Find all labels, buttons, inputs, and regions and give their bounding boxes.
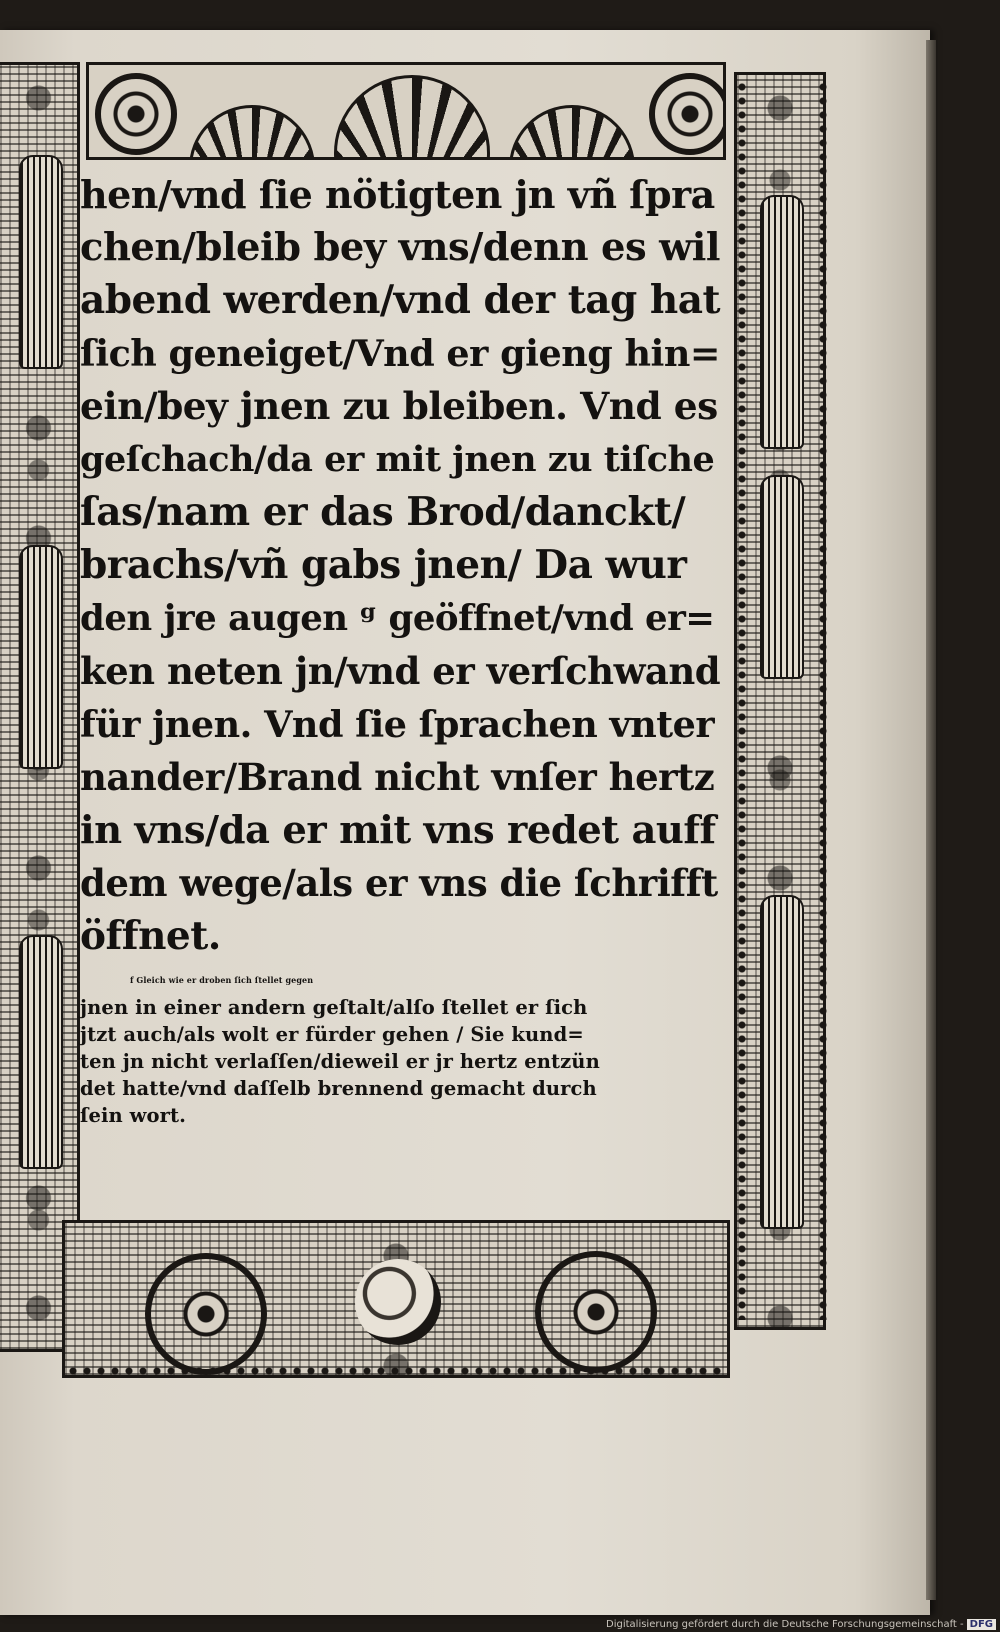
- text-line: ſich geneiget/Vnd er gieng hin=: [80, 332, 720, 375]
- fan-ornament-center: [334, 75, 490, 160]
- text-line: ein/bey jnen zu bleiben. Vnd es: [80, 384, 718, 428]
- woodcut-border-right: [734, 72, 826, 1330]
- text-line: in vns/da er mit vns redet auff: [80, 808, 716, 853]
- text-line: brachs/vñ gabs jnen/ Da wur: [80, 542, 687, 588]
- bead-border-right-inner: [737, 80, 747, 1320]
- column-ornament: [760, 895, 804, 1229]
- gloss-line: ſein wort.: [80, 1104, 187, 1127]
- text-line: für jnen. Vnd ſie ſprachen vnter: [80, 703, 715, 746]
- bead-border-right-outer: [818, 80, 828, 1320]
- digitization-credit: [606, 1619, 996, 1630]
- woodcut-border-bottom: [62, 1220, 730, 1378]
- column-ornament: [760, 475, 804, 679]
- column-ornament: [19, 545, 63, 769]
- gloss-line: ten jn nicht verlaſſen/dieweil er jr hertz entzün: [80, 1050, 600, 1073]
- acanthus-scroll-right: [535, 1251, 657, 1373]
- text-line: hen/vnd ſie nötigten jn vñ ſpra: [80, 172, 715, 217]
- text-line: den jre augen ᵍ geöffnet/vnd er=: [80, 598, 715, 639]
- gloss-line: det hatte/vnd daſſelb brennend gemacht durch: [80, 1077, 597, 1100]
- bead-border-bottom: [66, 1366, 726, 1376]
- text-line: dem wege/als er vns die ſchrifft: [80, 861, 718, 905]
- text-block: [80, 168, 720, 1129]
- credit-text: Digitalisierung gefördert durch die Deutsche Forschungsgemeinschaft -: [606, 1619, 964, 1630]
- column-ornament: [760, 195, 804, 449]
- fan-ornament-left: [189, 105, 315, 160]
- main-text: [80, 168, 720, 963]
- page-edge-shadow: [926, 40, 936, 1600]
- text-line: nander/Brand nicht vnſer hertz: [80, 755, 715, 799]
- gloss-line: f Gleich wie er droben ſich ſtellet gegen: [130, 975, 314, 985]
- fan-ornament-right: [509, 105, 635, 160]
- woodcut-border-top: [86, 62, 726, 160]
- text-line: öffnet.: [80, 913, 221, 959]
- gloss-line: jtzt auch/als wolt er fürder gehen / Sie kund=: [80, 1023, 584, 1046]
- scroll-ornament-left: [95, 73, 177, 155]
- column-ornament: [19, 935, 63, 1169]
- text-line: geſchach/da er mit jnen zu tiſche: [80, 439, 715, 480]
- gloss-note: [80, 967, 720, 1129]
- text-line: ken neten jn/vnd er verſchwand: [80, 649, 721, 693]
- scroll-ornament-right: [649, 73, 726, 155]
- column-ornament: [19, 155, 63, 369]
- winged-face-ornament: [355, 1259, 441, 1345]
- acanthus-scroll-left: [145, 1253, 267, 1375]
- gloss-line: jnen in einer andern geſtalt/alſo ſtellet er ſich: [80, 996, 588, 1019]
- dfg-logo: DFG: [967, 1619, 996, 1630]
- text-line: ſas/nam er das Brod/danckt/: [80, 489, 686, 535]
- text-line: chen/bleib bey vns/denn es wil: [80, 225, 721, 270]
- woodcut-border-left: [0, 62, 80, 1352]
- text-line: abend werden/vnd der tag hat: [80, 277, 721, 323]
